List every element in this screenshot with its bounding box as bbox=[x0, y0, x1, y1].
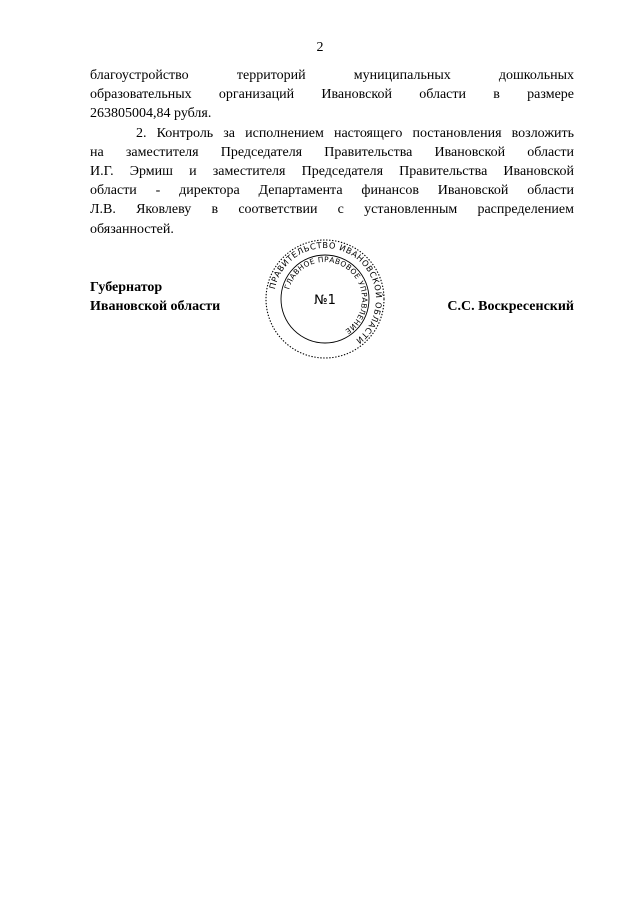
signatory-name: С.С. Воскресенский bbox=[447, 299, 574, 314]
page-number: 2 bbox=[316, 40, 324, 55]
paragraph-2-line: И.Г. Эрмиш и заместителя Председателя Правительства Ивановской bbox=[90, 163, 574, 179]
paragraph-2-line: Л.В. Яковлеву в соответствии с установленным распределением bbox=[90, 202, 574, 218]
official-seal-stamp bbox=[264, 238, 386, 360]
paragraph-1-line: благоустройство территорий муниципальных дошкольных bbox=[90, 68, 574, 83]
seal-outer-text: ПРАВИТЕЛЬСТВО ИВАНОВСКОЙ ОБЛАСТИ bbox=[267, 239, 385, 347]
signature-title-line-2: Ивановской области bbox=[90, 299, 221, 314]
document-body bbox=[90, 66, 574, 239]
signature-title-line-1: Губернатор bbox=[90, 280, 163, 295]
paragraph-2-line: 2. Контроль за исполнением настоящего постановления возложить bbox=[136, 125, 574, 141]
seal-center-number: №1 bbox=[314, 293, 336, 308]
paragraph-1-line: образовательных организаций Ивановской области в размере bbox=[90, 87, 574, 103]
seal-inner-text: ГЛАВНОЕ ПРАВОВОЕ УПРАВЛЕНИЕ bbox=[282, 254, 370, 337]
paragraph-2-line: обязанностей. bbox=[90, 221, 174, 237]
paragraph-1-line: 263805004,84 рубля. bbox=[90, 106, 212, 122]
paragraph-2-line: области - директора Департамента финансов Ивановской области bbox=[90, 183, 574, 199]
paragraph-2-line: на заместителя Председателя Правительства Ивановской области bbox=[90, 144, 574, 160]
signature-title bbox=[90, 278, 220, 316]
